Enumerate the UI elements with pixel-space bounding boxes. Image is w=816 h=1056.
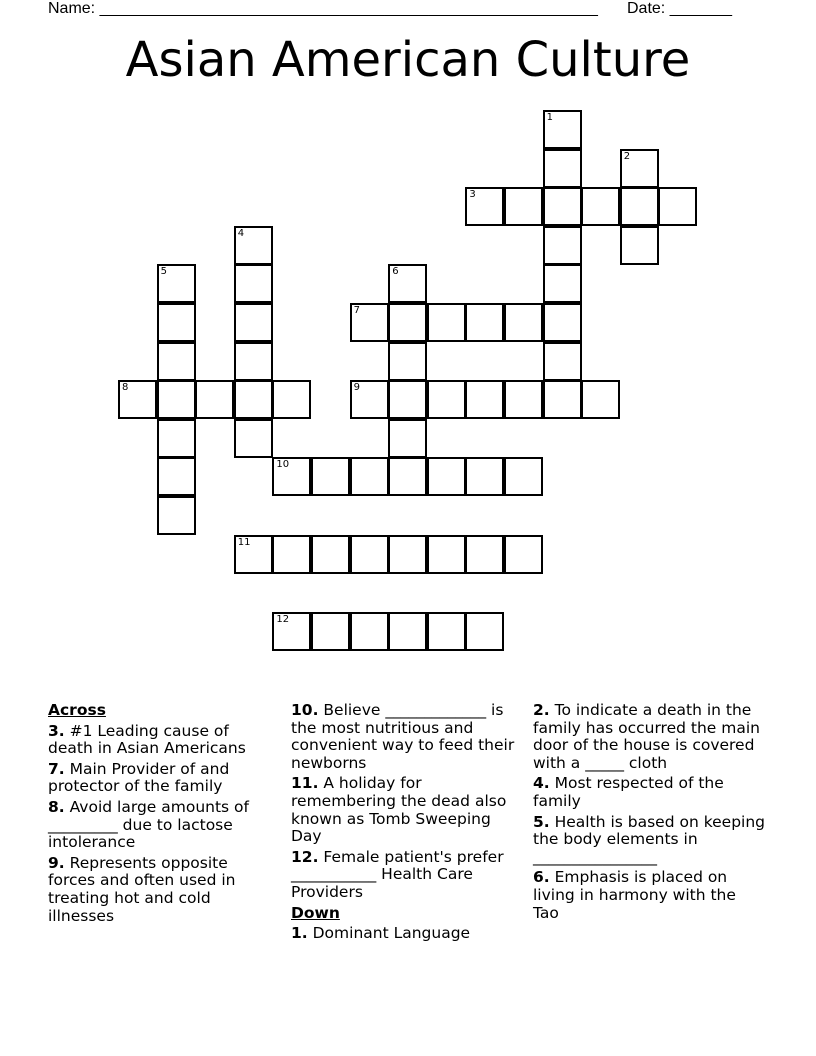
across-heading: Across xyxy=(48,701,106,719)
clue-number: 5 xyxy=(160,266,167,278)
grid-cell[interactable] xyxy=(157,303,196,342)
clue-item xyxy=(48,723,270,758)
clue-number: 12 xyxy=(276,613,290,625)
clues-column-3 xyxy=(533,702,765,925)
clue-text: Emphasis is placed on living in harmony with the Tao xyxy=(533,868,736,922)
grid-cell[interactable] xyxy=(350,457,389,496)
grid-cell[interactable] xyxy=(620,226,659,265)
grid-cell[interactable] xyxy=(350,303,389,342)
grid-cell[interactable] xyxy=(157,419,196,458)
grid-cell[interactable] xyxy=(157,342,196,381)
grid-cell[interactable] xyxy=(620,187,659,226)
clue-text: To indicate a death in the family has occurred the main door of the house is covered with a _____ cloth xyxy=(533,701,760,772)
clue-number: 1 xyxy=(546,112,553,123)
clue-number: 9. xyxy=(48,853,65,872)
grid-cell[interactable] xyxy=(157,496,196,535)
grid-cell[interactable] xyxy=(388,535,427,574)
grid-cell[interactable] xyxy=(504,535,543,574)
grid-cell[interactable] xyxy=(234,226,273,265)
clue-number: 2. xyxy=(533,701,550,719)
grid-cell[interactable] xyxy=(427,612,466,651)
clue-number: 12. xyxy=(291,847,319,866)
clue-text: Health is based on keeping the body elements in ________________ xyxy=(533,812,765,866)
grid-cell[interactable] xyxy=(504,457,543,496)
clue-number: 8 xyxy=(122,382,129,394)
grid-cell[interactable] xyxy=(388,457,427,496)
grid-cell[interactable] xyxy=(272,457,311,496)
clue-text: Believe _____________ is the most nutritious and convenient way to feed their newborns xyxy=(291,701,515,772)
grid-cell[interactable] xyxy=(543,380,582,419)
grid-cell[interactable] xyxy=(427,303,466,342)
clue-text: Female patient's prefer ___________ Health Care Providers xyxy=(291,847,504,901)
grid-cell[interactable] xyxy=(311,612,350,651)
clue-number: 8. xyxy=(48,797,65,816)
clue-number: 4 xyxy=(237,227,245,239)
grid-cell[interactable] xyxy=(388,303,427,342)
clue-item xyxy=(48,761,270,796)
grid-cell[interactable] xyxy=(504,187,543,226)
clue-text: Avoid large amounts of _________ due to lactose intolerance xyxy=(48,797,249,852)
clue-number: 7. xyxy=(48,759,65,778)
down-heading: Down xyxy=(291,903,340,922)
grid-cell[interactable] xyxy=(581,187,620,226)
grid-cell[interactable] xyxy=(388,342,427,381)
grid-cell[interactable] xyxy=(543,264,582,303)
grid-cell[interactable] xyxy=(311,457,350,496)
grid-cell[interactable] xyxy=(543,342,582,381)
grid-cell[interactable] xyxy=(465,303,504,342)
clue-number: 7 xyxy=(353,305,360,316)
grid-cell[interactable] xyxy=(465,457,504,496)
clue-number: 2 xyxy=(623,150,631,162)
grid-cell[interactable] xyxy=(620,149,659,188)
grid-cell[interactable] xyxy=(234,264,273,303)
clue-item xyxy=(48,799,270,852)
clue-number: 10. xyxy=(291,701,319,719)
grid-cell[interactable] xyxy=(543,110,582,149)
grid-cell[interactable] xyxy=(427,535,466,574)
grid-cell[interactable] xyxy=(350,612,389,651)
grid-cell[interactable] xyxy=(465,187,504,226)
grid-cell[interactable] xyxy=(543,226,582,265)
clue-text: Dominant Language xyxy=(307,924,471,943)
grid-cell[interactable] xyxy=(658,187,697,226)
grid-cell[interactable] xyxy=(311,535,350,574)
clue-item xyxy=(533,775,765,810)
clue-item xyxy=(291,849,519,902)
grid-cell[interactable] xyxy=(465,612,504,651)
clue-text: A holiday for remembering the dead also known as Tomb Sweeping Day xyxy=(291,774,507,846)
clue-item xyxy=(291,775,519,845)
grid-cell[interactable] xyxy=(427,380,466,419)
grid-cell[interactable] xyxy=(157,380,196,419)
clue-number: 11 xyxy=(237,536,251,548)
grid-cell[interactable] xyxy=(504,303,543,342)
grid-cell[interactable] xyxy=(388,380,427,419)
grid-cell[interactable] xyxy=(388,612,427,651)
grid-cell[interactable] xyxy=(118,380,157,419)
clue-item xyxy=(533,814,765,867)
clue-number: 6 xyxy=(392,266,399,278)
grid-cell[interactable] xyxy=(543,303,582,342)
clue-number: 6. xyxy=(533,868,550,887)
grid-cell[interactable] xyxy=(272,612,311,651)
grid-cell[interactable] xyxy=(234,419,273,458)
clues-column-2 xyxy=(291,702,519,946)
clue-number: 5. xyxy=(533,812,550,831)
grid-cell[interactable] xyxy=(504,380,543,419)
clue-item xyxy=(533,702,765,772)
grid-cell[interactable] xyxy=(388,264,427,303)
grid-cell[interactable] xyxy=(581,380,620,419)
clue-number: 1. xyxy=(291,924,308,943)
grid-cell[interactable] xyxy=(350,535,389,574)
grid-cell[interactable] xyxy=(195,380,234,419)
grid-cell[interactable] xyxy=(272,380,311,419)
grid-cell[interactable] xyxy=(543,149,582,188)
puzzle-title: Asian American Culture xyxy=(125,32,691,88)
name-field: Name: ________________________________________________________ xyxy=(48,0,598,17)
grid-cell[interactable] xyxy=(427,457,466,496)
clue-number: 11. xyxy=(291,774,319,793)
clue-number: 3. xyxy=(48,721,65,740)
grid-cell[interactable] xyxy=(465,380,504,419)
date-field: Date: _______ xyxy=(627,0,732,17)
grid-cell[interactable] xyxy=(350,380,389,419)
clue-number: 3 xyxy=(469,189,476,201)
grid-cell[interactable] xyxy=(388,419,427,458)
grid-cell[interactable] xyxy=(234,535,273,574)
clue-number: 10 xyxy=(276,459,290,471)
grid-cell[interactable] xyxy=(157,457,196,496)
grid-cell[interactable] xyxy=(157,264,196,303)
clue-text: #1 Leading cause of death in Asian Americans xyxy=(48,721,246,758)
grid-cell[interactable] xyxy=(234,380,273,419)
clue-number: 4. xyxy=(533,774,550,793)
grid-cell[interactable] xyxy=(234,342,273,381)
clue-text: Most respected of the family xyxy=(533,774,724,810)
clues-column-1 xyxy=(48,702,270,928)
grid-cell[interactable] xyxy=(272,535,311,574)
clue-number: 9 xyxy=(353,382,360,394)
clue-item xyxy=(48,855,270,925)
clue-text: Represents opposite forces and often used in treating hot and cold illnesses xyxy=(48,853,236,925)
grid-cell[interactable] xyxy=(465,535,504,574)
clue-item xyxy=(533,869,765,922)
grid-cell[interactable] xyxy=(543,187,582,226)
clue-text: Main Provider of and protector of the family xyxy=(48,759,230,796)
clue-item xyxy=(291,925,519,943)
grid-cell[interactable] xyxy=(234,303,273,342)
clue-item xyxy=(291,702,519,772)
